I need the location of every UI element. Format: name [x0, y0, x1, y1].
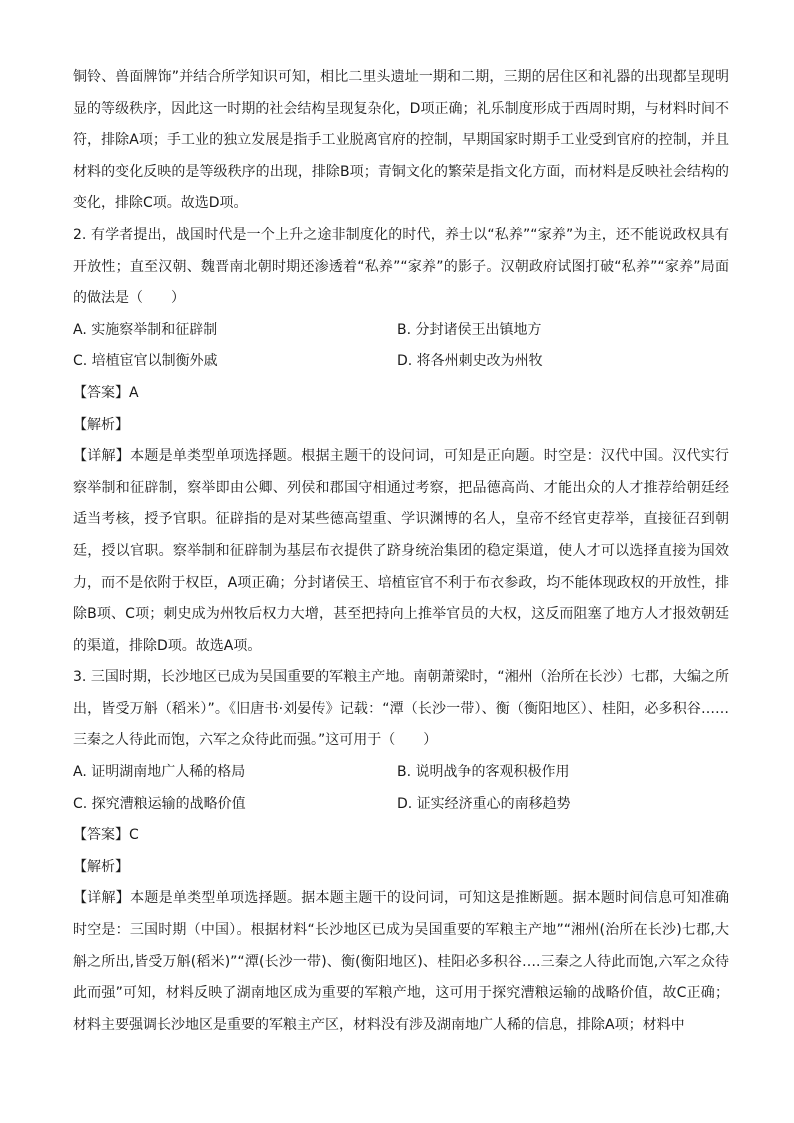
q2-answer	[73, 378, 729, 410]
q3-option-a: A. 证明湖南地广人稀的格局	[73, 764, 246, 781]
q2-option-a: A. 实施察举制和征辟制	[73, 321, 218, 338]
q3-analysis-label: 【解析】	[73, 858, 129, 875]
q2-detail-label: 【详解】	[73, 448, 131, 465]
q2-option-b: B. 分封诸侯王出镇地方	[397, 321, 542, 338]
q3-detail-label: 【详解】	[73, 890, 131, 907]
q3-answer	[73, 820, 729, 852]
q2-option-d: D. 将各州刺史改为州牧	[397, 353, 543, 370]
q3-answer-value: C	[129, 827, 139, 844]
q3-option-d: D. 证实经济重心的南移趋势	[397, 795, 571, 812]
q2-answer-value: A	[129, 384, 139, 401]
q3-detail	[73, 883, 729, 1041]
q3-option-c: C. 探究漕粮运输的战略价值	[73, 795, 246, 812]
document-page	[73, 62, 729, 1041]
q2-option-c: C. 培植宦官以制衡外戚	[73, 353, 218, 370]
q3-option-b: B. 说明战争的客观积极作用	[397, 764, 570, 781]
question-2-stem: 2. 有学者提出，战国时代是一个上升之途非制度化的时代，养士以“私养”“家养”为主，还不能说政权具有开放性；直至汉朝、魏晋南北朝时期还渗透着“私养”“家养”的影子。汉朝政府试图打破“私养”“家养”局面的做法是（ ）	[73, 226, 729, 307]
q2-detail	[73, 441, 729, 662]
q2-answer-label: 【答案】	[73, 384, 129, 401]
continued-explanation: 铜铃、兽面牌饰”并结合所学知识可知，相比二里头遗址一期和二期，三期的居住区和礼器的出现都呈现明显的等级秩序，因此这一时期的社会结构呈现复杂化，D项正确；礼乐制度形成于西周时期，与材料时间不符，排除A项；手工业的独立发展是指手工业脱离官府的控制，早期国家时期手工业受到官府的控制，并且材料的变化反映的是等级秩序的出现，排除B项；青铜文化的繁荣是指文化方面，而材料是反映社会结构的变化，排除C项。故选D项。	[73, 69, 729, 212]
question-3-stem: 3. 三国时期，长沙地区已成为吴国重要的军粮主产地。南朝萧梁时，“湘州（治所在长沙）七郡，大编之所出，皆受万斛（稻米）”。《旧唐书·刘晏传》记载：“潭（长沙一带）、衡（衡阳地区）、桂阳，必多积谷……三秦之人待此而饱，六军之众待此而强。”这可用于（ ）	[73, 669, 729, 749]
q2-analysis-label: 【解析】	[73, 416, 129, 433]
q2-detail-text: 本题是单类型单项选择题。根据主题干的设问词，可知是正向题。时空是：汉代中国。汉代实行察举制和征辟制，察举即由公卿、列侯和郡国守相通过考察，把品德高尚、才能出众的人才推荐给朝廷经适当考核，授予官职。征辟指的是对某些德高望重、学识渊博的名人，皇帝不经官吏荐举，直接征召到朝廷，授以官职。察举制和征辟制为基层布衣提供了跻身统治集团的稳定渠道，使人才可以选择直接为国效力，而不是依附于权臣，A项正确；分封诸侯王、培植宦官不利于布衣参政，均不能体现政权的开放性，排除B项、C项；刺史成为州牧后权力大增，甚至把持向上推举官员的大权，这反而阻塞了地方人才报效朝廷的渠道，排除D项。故选A项。	[73, 448, 730, 654]
q3-detail-text: 本题是单类型单项选择题。据本题主题干的设问词，可知这是推断题。据本题时间信息可知准确时空是：三国时期（中国）。根据材料“长沙地区已成为吴国重要的军粮主产地”“湘州(治所在长沙)七郡,大斛之所出,皆受万斛(稻米)”“潭(长沙一带)、衡(衡阳地区)、桂阳必多积谷….三秦之人待此而饱,六军之众待此而强”可知，材料反映了湖南地区成为重要的军粮产地，这可用于探究漕粮运输的战略价值，故C正确；材料主要强调长沙地区是重要的军粮主产区，材料没有涉及湖南地广人稀的信息，排除A项；材料中	[73, 890, 730, 1033]
question-3-options	[73, 757, 729, 820]
question-2-options	[73, 315, 729, 378]
q3-answer-label: 【答案】	[73, 827, 129, 844]
